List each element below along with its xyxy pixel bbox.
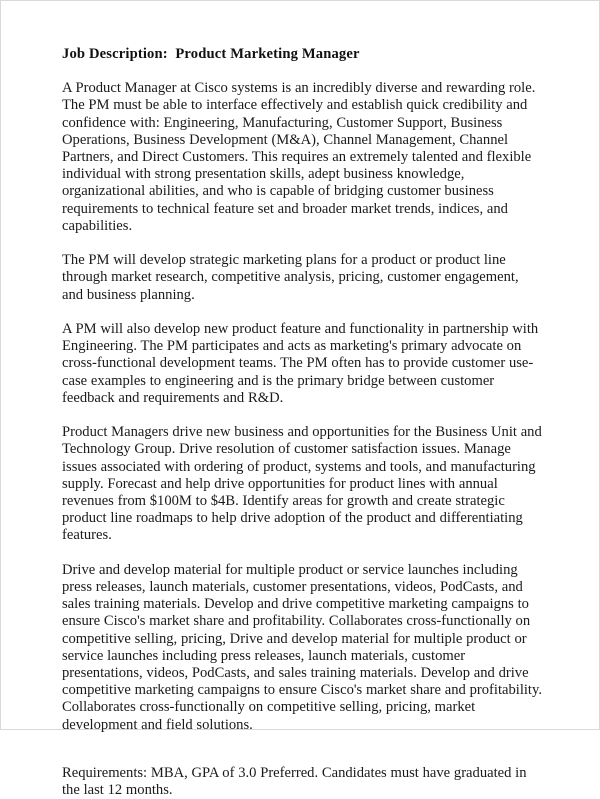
paragraph-requirements: Requirements: MBA, GPA of 3.0 Preferred. Candidates must have graduated in the last 12 months. (62, 764, 527, 799)
paragraph-intro: A Product Manager at Cisco systems is an incredibly diverse and rewarding role. The PM must be able to interface effectively and establish quick credibility and confidence with: Engineering, Manufacturing, Customer Support, Business Operations, Business Development (M&A), Channel Management, Channel Partners, and Direct Customers. This requires an extremely talented and flexible individual with strong presentation skills, adept business knowledge, organizational abilities, and who is capable of bridging customer business requirements to technical feature set and broader market trends, indices, and capabilities. (62, 80, 536, 234)
paragraph-strategic-marketing-plans: The PM will develop strategic marketing plans for a product or product line through market research, competitive analysis, pricing, customer engagement, and business planning. (62, 252, 519, 303)
paragraph-product-feature-functionality: A PM will also develop new product feature and functionality in partnership with Engineering. The PM participates and acts as marketing's primary advocate on cross-functional development teams. The PM often has to provide customer use-case examples to engineering and is the primary bridge between customer feedback and requirements and R&D. (62, 321, 539, 406)
document-body (62, 46, 542, 799)
paragraph-business-opportunities: Product Managers drive new business and opportunities for the Business Unit and Technology Group. Drive resolution of customer satisfaction issues. Manage issues associated with ordering of product, systems and tools, and manufacturing supply. Forecast and help drive opportunities for product lines with annual revenues from $100M to $4B. Identify areas for growth and create strategic product line roadmaps to help drive adoption of the product and differentiating features. (62, 424, 542, 544)
paragraph-launch-material-development: Drive and develop material for multiple product or service launches including press releases, launch materials, customer presentations, videos, PodCasts, and sales training materials. Develop and drive competitive marketing campaigns to ensure Cisco's market share and profitability. Collaborates cross-functionally on competitive selling, pricing, Drive and develop material for multiple product or service launches including press releases, launch materials, customer presentations, videos, PodCasts, and sales training materials. Develop and drive competitive marketing campaigns to ensure Cisco's market share and profitability. Collaborates cross-functionally on competitive selling, pricing, market development and field solutions. (62, 561, 542, 733)
page-title: Job Description: Product Marketing Manager (62, 46, 360, 62)
